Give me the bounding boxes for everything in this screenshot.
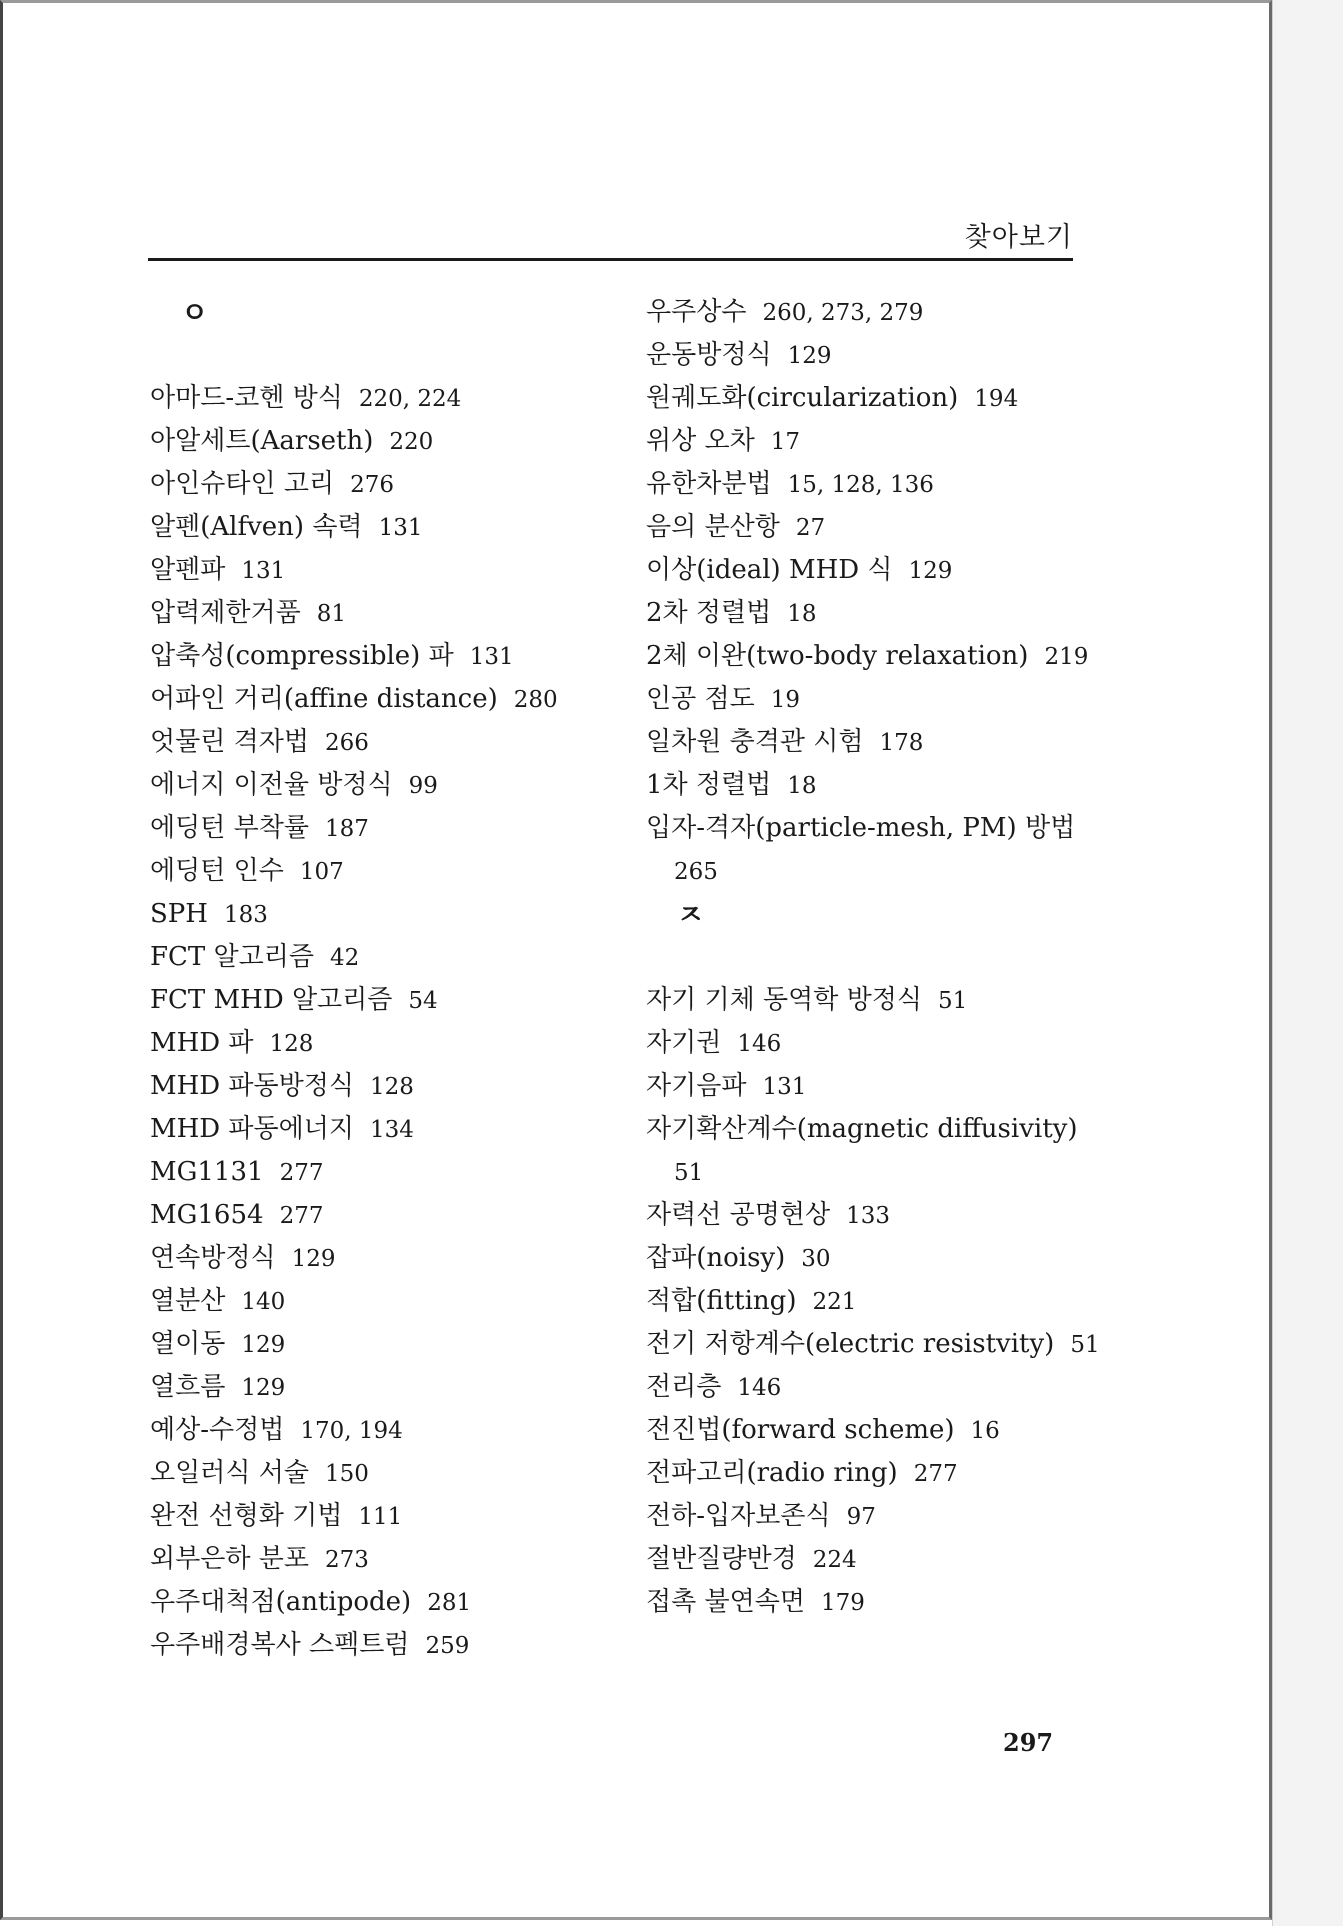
index-term: 자력선 공명현상 xyxy=(646,1200,831,1230)
index-term: 전리층 xyxy=(646,1372,722,1402)
index-entry xyxy=(646,1022,1086,1065)
index-entry xyxy=(646,377,1086,420)
index-page-refs: 111 xyxy=(358,1504,403,1530)
index-term: 에딩턴 인수 xyxy=(150,856,284,886)
index-page-refs: 133 xyxy=(846,1203,890,1229)
index-entry xyxy=(150,463,615,506)
index-term: 알펜(Alfven) 속력 xyxy=(150,512,363,542)
index-term: 전진법(forward scheme) xyxy=(646,1415,955,1445)
index-page-refs: 128 xyxy=(269,1031,314,1057)
index-page-refs: 81 xyxy=(316,601,346,627)
index-page-refs: 146 xyxy=(737,1375,782,1401)
index-entry xyxy=(646,1194,1086,1237)
index-page-refs: 266 xyxy=(324,730,369,756)
index-page-refs: 18 xyxy=(787,773,817,799)
index-entry-continuation xyxy=(646,1151,1086,1194)
index-page-refs: 273 xyxy=(324,1547,369,1573)
index-page-refs: 265 xyxy=(674,859,718,885)
index-entry xyxy=(150,893,615,936)
index-term: 자기음파 xyxy=(646,1071,747,1101)
index-page-refs: 178 xyxy=(879,730,924,756)
index-page-refs: 42 xyxy=(330,945,360,971)
index-term: 전기 저항계수(electric resistvity) xyxy=(646,1329,1055,1359)
index-term: 위상 오차 xyxy=(646,426,755,456)
index-entry xyxy=(150,807,615,850)
index-term: 입자-격자(particle-mesh, PM) 방법 xyxy=(646,813,1076,843)
index-entry xyxy=(150,850,615,893)
index-entry xyxy=(646,979,1086,1022)
index-term: 운동방정식 xyxy=(646,340,772,370)
index-term: 절반질량반경 xyxy=(646,1544,797,1574)
index-term: 우주상수 xyxy=(646,297,747,327)
section-letter: ㅇ xyxy=(181,296,209,329)
index-term: 이상(ideal) MHD 식 xyxy=(646,555,893,585)
index-section-heading xyxy=(646,893,1086,979)
index-entry xyxy=(150,377,615,420)
index-page-refs: 219 xyxy=(1044,644,1089,670)
index-term: 알펜파 xyxy=(150,555,226,585)
index-entry xyxy=(150,1237,615,1280)
index-term: 1차 정렬법 xyxy=(646,770,772,800)
index-entry xyxy=(646,506,1086,549)
index-page-refs: 99 xyxy=(408,773,438,799)
index-entry xyxy=(150,506,615,549)
index-entry xyxy=(150,1151,615,1194)
index-term: 어파인 거리(affine distance) xyxy=(150,684,498,714)
index-entry xyxy=(646,1323,1100,1366)
index-page-refs: 131 xyxy=(469,644,514,670)
index-column-left xyxy=(150,291,615,1667)
index-term: 연속방정식 xyxy=(150,1243,276,1273)
index-term: 에너지 이전율 방정식 xyxy=(150,770,393,800)
index-page-refs: 140 xyxy=(241,1289,286,1315)
index-page-refs: 260, 273, 279 xyxy=(762,300,924,326)
index-entry xyxy=(150,1108,615,1151)
index-page-refs: 131 xyxy=(241,558,286,584)
index-page-refs: 18 xyxy=(787,601,817,627)
index-term: MHD 파동에너지 xyxy=(150,1114,354,1144)
index-term: 전파고리(radio ring) xyxy=(646,1458,898,1488)
index-entry xyxy=(150,1280,615,1323)
index-entry xyxy=(150,1624,615,1667)
index-entry xyxy=(646,334,1086,377)
index-page-refs: 107 xyxy=(299,859,344,885)
index-page-refs: 220, 224 xyxy=(358,386,462,412)
index-page-refs: 194 xyxy=(974,386,1019,412)
index-entry xyxy=(646,1065,1086,1108)
index-page-refs: 224 xyxy=(812,1547,857,1573)
index-entry xyxy=(150,635,615,678)
index-term: FCT 알고리즘 xyxy=(150,942,315,972)
index-entry xyxy=(646,678,1086,721)
index-entry xyxy=(150,764,615,807)
index-term: 우주배경복사 스펙트럼 xyxy=(150,1630,410,1660)
index-entry xyxy=(646,1495,1086,1538)
index-page-refs: 131 xyxy=(378,515,423,541)
index-entry xyxy=(150,1452,615,1495)
running-head: 찾아보기 xyxy=(964,222,1073,253)
index-term: 엇물린 격자법 xyxy=(150,727,309,757)
index-page-refs: 97 xyxy=(846,1504,876,1530)
index-page-refs: 129 xyxy=(241,1375,286,1401)
index-entry xyxy=(646,291,1086,334)
index-entry xyxy=(150,936,615,979)
index-page-refs: 129 xyxy=(908,558,953,584)
index-page-refs: 129 xyxy=(787,343,832,369)
index-term: 오일러식 서술 xyxy=(150,1458,309,1488)
index-page-refs: 30 xyxy=(801,1246,831,1272)
index-term: 열이동 xyxy=(150,1329,226,1359)
index-page-refs: 146 xyxy=(737,1031,782,1057)
index-page-refs: 51 xyxy=(1070,1332,1100,1358)
index-term: 아알세트(Aarseth) xyxy=(150,426,374,456)
index-page-refs: 27 xyxy=(795,515,826,541)
header-rule xyxy=(148,258,1073,261)
index-term: 원궤도화(circularization) xyxy=(646,383,959,413)
index-page-refs: 54 xyxy=(408,988,438,1014)
index-entry xyxy=(150,1323,615,1366)
index-term: 자기확산계수(magnetic diffusivity) xyxy=(646,1114,1078,1144)
index-term: 자기 기체 동역학 방정식 xyxy=(646,985,922,1015)
index-term: 잡파(noisy) xyxy=(646,1243,786,1273)
index-page-refs: 131 xyxy=(762,1074,807,1100)
section-letter: ㅈ xyxy=(677,898,705,931)
index-entry xyxy=(646,1452,1086,1495)
index-page-refs: 183 xyxy=(223,902,268,928)
index-entry xyxy=(646,463,1086,506)
index-term: MG1654 xyxy=(150,1200,264,1230)
index-page-refs: 170, 194 xyxy=(300,1418,403,1444)
index-page-refs: 16 xyxy=(970,1418,1000,1444)
index-entry xyxy=(150,721,615,764)
index-entry xyxy=(646,1581,1086,1624)
index-entry xyxy=(646,1538,1086,1581)
index-page-refs: 129 xyxy=(291,1246,336,1272)
index-entry xyxy=(646,1237,1086,1280)
index-term: 유한차분법 xyxy=(646,469,772,499)
index-term: 완전 선형화 기법 xyxy=(150,1501,343,1531)
index-page-refs: 277 xyxy=(913,1461,958,1487)
index-entry xyxy=(646,1366,1086,1409)
index-page-refs: 51 xyxy=(674,1160,704,1186)
index-term: 예상-수정법 xyxy=(150,1415,285,1445)
index-page-refs: 259 xyxy=(425,1633,470,1659)
index-term: 인공 점도 xyxy=(646,684,755,714)
index-term: 외부은하 분포 xyxy=(150,1544,309,1574)
index-entry xyxy=(150,678,615,721)
index-entry xyxy=(150,1409,615,1452)
index-term: 적합(fitting) xyxy=(646,1286,797,1316)
index-entry xyxy=(150,1065,615,1108)
page-number: 297 xyxy=(1003,1728,1054,1757)
index-term: MHD 파 xyxy=(150,1028,254,1058)
index-entry xyxy=(646,1409,1086,1452)
index-term: MG1131 xyxy=(150,1157,264,1187)
index-page-refs: 19 xyxy=(770,687,801,713)
index-entry xyxy=(646,807,1086,850)
index-entry xyxy=(150,1194,615,1237)
index-term: SPH xyxy=(150,899,208,929)
index-page-refs: 17 xyxy=(770,429,801,455)
index-term: MHD 파동방정식 xyxy=(150,1071,354,1101)
index-page-refs: 128 xyxy=(370,1074,414,1100)
index-page-refs: 280 xyxy=(513,687,558,713)
index-entry xyxy=(150,1495,615,1538)
index-page-refs: 150 xyxy=(324,1461,369,1487)
index-entry xyxy=(646,721,1086,764)
page-margin xyxy=(1272,0,1343,1926)
index-page-refs: 221 xyxy=(812,1289,857,1315)
index-entry xyxy=(646,764,1086,807)
index-term: FCT MHD 알고리즘 xyxy=(150,985,393,1015)
index-page-refs: 134 xyxy=(370,1117,414,1143)
index-term: 전하-입자보존식 xyxy=(646,1501,831,1531)
index-page-refs: 220 xyxy=(389,429,434,455)
index-entry xyxy=(646,1108,1086,1151)
index-term: 압축성(compressible) 파 xyxy=(150,641,454,671)
index-page-refs: 277 xyxy=(279,1203,324,1229)
index-page-refs: 281 xyxy=(427,1590,472,1616)
index-entry xyxy=(646,592,1086,635)
index-term: 2차 정렬법 xyxy=(646,598,772,628)
index-section-heading xyxy=(150,291,615,377)
index-term: 2체 이완(two-body relaxation) xyxy=(646,641,1029,671)
index-column-right xyxy=(646,291,1100,1624)
index-term: 일차원 충격관 시험 xyxy=(646,727,864,757)
index-entry xyxy=(150,1022,615,1065)
index-entry xyxy=(646,1280,1086,1323)
index-page-refs: 277 xyxy=(279,1160,324,1186)
index-entry xyxy=(646,549,1086,592)
index-term: 열분산 xyxy=(150,1286,226,1316)
index-term: 아인슈타인 고리 xyxy=(150,469,335,499)
index-term: 에딩턴 부착률 xyxy=(150,813,309,843)
index-entry xyxy=(150,1581,615,1624)
index-page-refs: 179 xyxy=(820,1590,865,1616)
index-entry xyxy=(150,1538,615,1581)
index-term: 자기권 xyxy=(646,1028,722,1058)
index-entry xyxy=(646,635,1089,678)
index-page-refs: 129 xyxy=(241,1332,286,1358)
index-entry xyxy=(150,592,615,635)
index-entry xyxy=(646,420,1086,463)
index-term: 우주대척점(antipode) xyxy=(150,1587,412,1617)
index-entry-continuation xyxy=(646,850,1086,893)
index-term: 음의 분산항 xyxy=(646,512,780,542)
index-entry xyxy=(150,1366,615,1409)
index-entry xyxy=(150,549,615,592)
index-entry xyxy=(150,420,615,463)
index-page-refs: 15, 128, 136 xyxy=(787,472,934,498)
index-term: 아마드-코헨 방식 xyxy=(150,383,343,413)
index-page-refs: 276 xyxy=(350,472,394,498)
index-term: 열흐름 xyxy=(150,1372,226,1402)
index-page-refs: 51 xyxy=(937,988,968,1014)
index-term: 압력제한거품 xyxy=(150,598,301,628)
index-page-refs: 187 xyxy=(324,816,369,842)
index-entry xyxy=(150,979,615,1022)
index-term: 접촉 불연속면 xyxy=(646,1587,805,1617)
